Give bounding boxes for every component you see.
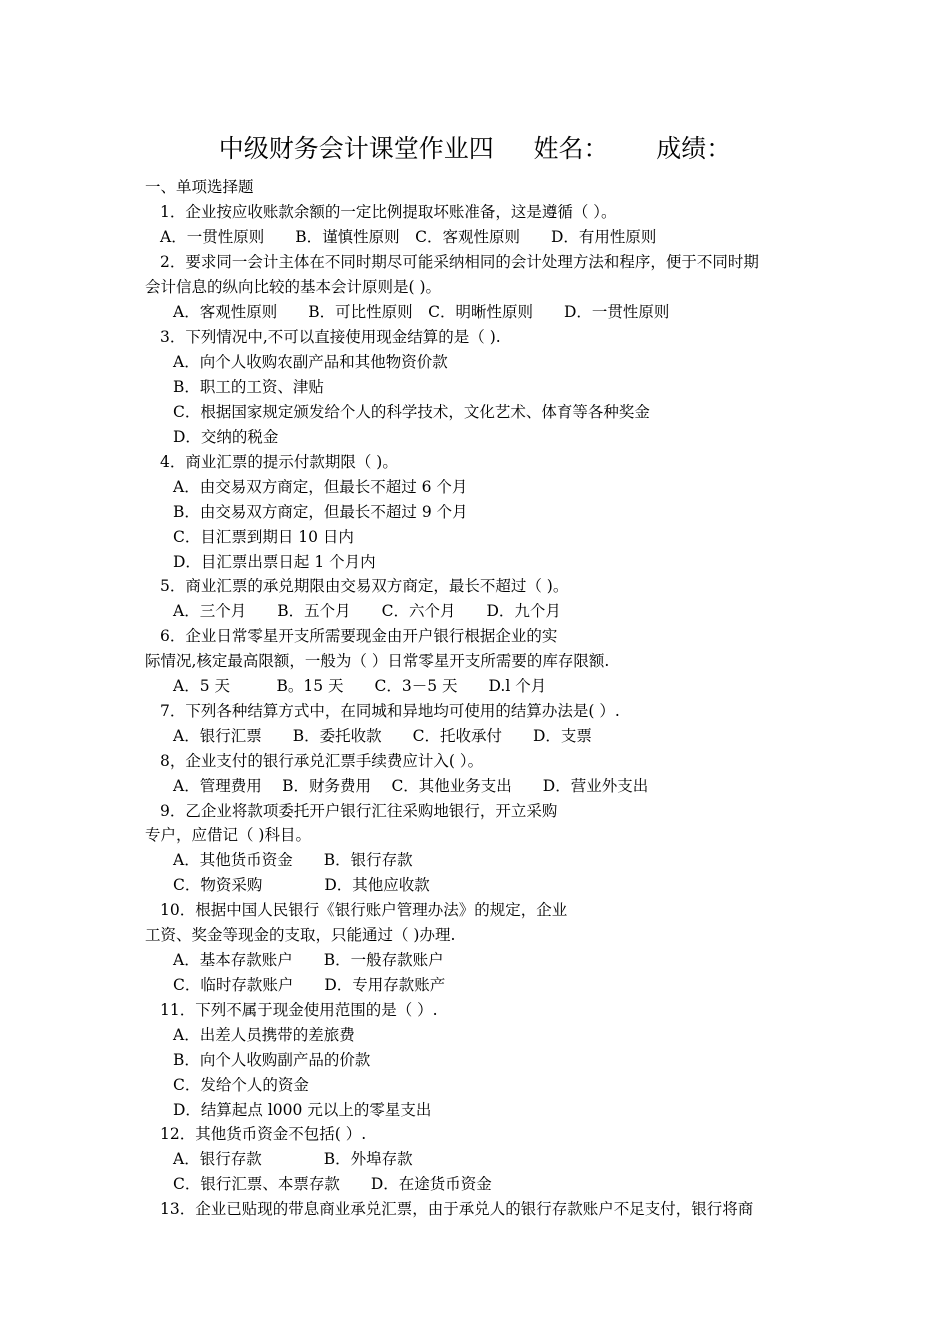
question-continuation: 际情况,核定最高限额，一般为（ ）日常零星开支所需要的库存限额. — [145, 652, 610, 670]
question-7: 7．下列各种结算方式中，在同城和异地均可使用的结算办法是( ）. — [160, 702, 620, 720]
question-continuation: 专户，应借记（ )科目。 — [145, 826, 311, 844]
question-continuation: 工资、奖金等现金的支取，只能通过（ )办理. — [145, 926, 456, 944]
title-main: 中级财务会计课堂作业四 — [218, 134, 494, 163]
option-line: A．三个月 B．五个月 C．六个月 D．九个月 — [173, 602, 561, 620]
question-6: 6．企业日常零星开支所需要现金由开户银行根据企业的实 — [160, 627, 558, 645]
option-line: A．客观性原则 B．可比性原则 C．明晰性原则 D．一贯性原则 — [173, 303, 670, 321]
question-1: 1．企业按应收账款余额的一定比例提取坏账准备，这是遵循（ ）。 — [160, 203, 617, 221]
question-11: 11．下列不属于现金使用范围的是（ ）. — [160, 1001, 438, 1019]
option-line: A．其他货币资金 B．银行存款 — [173, 851, 413, 869]
option-line: A．基本存款账户 B．一般存款账户 — [173, 951, 444, 969]
option-line: D．交纳的税金 — [173, 428, 279, 446]
option-line: C．目汇票到期日 10 日内 — [173, 528, 354, 546]
option-line: A．管理费用 B．财务费用 C．其他业务支出 D．营业外支出 — [173, 777, 649, 795]
question-3: 3．下列情况中,不可以直接使用现金结算的是（ ). — [160, 328, 501, 346]
option-line: A．出差人员携带的差旅费 — [173, 1026, 355, 1044]
name-label: 姓名： — [533, 134, 609, 163]
question-8: 8，企业支付的银行承兑汇票手续费应计入( ）。 — [160, 752, 484, 770]
option-line: D．结算起点 l000 元以上的零星支出 — [173, 1101, 432, 1119]
option-line: A．向个人收购农副产品和其他物资价款 — [173, 353, 448, 371]
question-5: 5．商业汇票的承兑期限由交易双方商定，最长不超过（ )。 — [160, 577, 569, 595]
question-9: 9．乙企业将款项委托开户银行汇往采购地银行，开立采购 — [160, 802, 558, 820]
question-12: 12．其他货币资金不包括( ）. — [160, 1125, 367, 1143]
question-4: 4．商业汇票的提示付款期限（ )。 — [160, 453, 398, 471]
question-10: 10．根据中国人民银行《银行账户管理办法》的规定，企业 — [160, 901, 568, 919]
option-line: A．一贯性原则 B．谨慎性原则 C．客观性原则 D．有用性原则 — [160, 228, 657, 246]
question-2: 2．要求同一会计主体在不同时期尽可能采纳相同的会计处理方法和程序，便于不同时期 — [160, 253, 759, 271]
option-line: A．由交易双方商定，但最长不超过 6 个月 — [173, 478, 468, 496]
option-line: C．物资采购 D．其他应收款 — [173, 876, 430, 894]
question-continuation: 会计信息的纵向比较的基本会计原则是( )。 — [145, 278, 442, 296]
question-13: 13．企业已贴现的带息商业承兑汇票，由于承兑人的银行存款账户不足支付，银行将商 — [160, 1200, 754, 1218]
option-line: C．根据国家规定颁发给个人的科学技术，文化艺术、体育等各种奖金 — [173, 403, 650, 421]
option-line: A．银行汇票 B．委托收款 C．托收承付 D．支票 — [173, 727, 592, 745]
option-line: A．银行存款 B．外埠存款 — [173, 1150, 413, 1168]
score-label: 成绩： — [656, 134, 732, 163]
option-line: C．银行汇票、本票存款 D．在途货币资金 — [173, 1175, 492, 1193]
option-line: B．向个人收购副产品的价款 — [173, 1051, 371, 1069]
option-line: D．目汇票出票日起 1 个月内 — [173, 553, 376, 571]
page-title — [0, 132, 950, 166]
section-heading: 一、单项选择题 — [145, 178, 254, 196]
option-line: A．5 天 B。15 天 C．3－5 天 D.l 个月 — [173, 677, 547, 695]
option-line: C．临时存款账户 D．专用存款账产 — [173, 976, 446, 994]
option-line: B．由交易双方商定，但最长不超过 9 个月 — [173, 503, 468, 521]
option-line: C．发给个人的资金 — [173, 1076, 309, 1094]
option-line: B．职工的工资、津贴 — [173, 378, 324, 396]
